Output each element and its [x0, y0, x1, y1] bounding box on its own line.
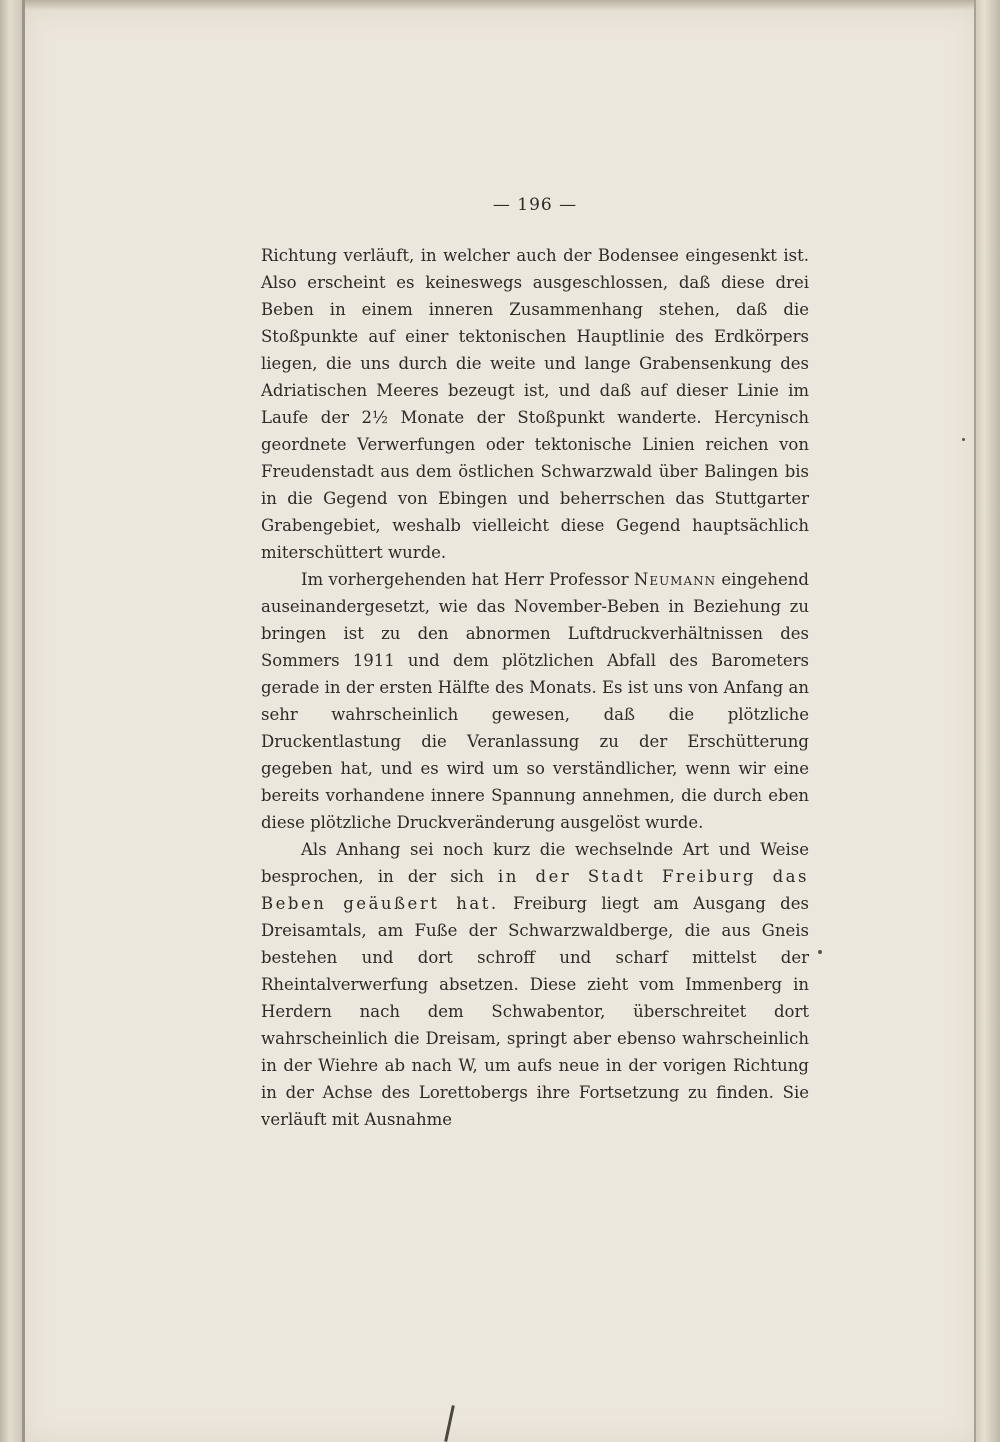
paragraph-text: eingehend auseinandergesetzt, wie das November-Beben in Beziehung zu bringen ist zu den abnormen Luftdruckverhältnissen des Sommers 1911 und dem plötzlichen Abfall des Barometers gerade in der ersten Hälfte des Monats. Es ist uns von Anfang an sehr wahrscheinlich gewesen, daß die plötzliche Druckentlastung die Veranlassung zu der Erschütterung gegeben hat, und es wird um so verständlicher, wenn wir eine bereits vorhandene innere Spannung annehmen, die durch eben diese plötzliche Druckveränderung ausgelöst wurde.	[261, 570, 809, 832]
book-binding	[0, 0, 22, 1442]
page-number: — 196 —	[492, 195, 578, 215]
paragraph	[261, 242, 809, 566]
page-stack-edge	[974, 0, 1000, 1442]
stray-dot	[818, 950, 822, 954]
paragraph	[261, 566, 809, 836]
text-block	[261, 190, 809, 1133]
paragraph-text: Richtung verläuft, in welcher auch der Bodensee eingesenkt ist. Also erscheint es keineswegs ausgeschlossen, daß diese drei Beben in einem inneren Zusammenhang stehen, daß die Stoßpunkte auf einer tektonischen Hauptlinie des Erdkörpers liegen, die uns durch die weite und lange Grabensenkung des Adriatischen Meeres bezeugt ist, und daß auf dieser Linie im Laufe der 2½ Monate der Stoßpunkt wanderte. Hercynisch geordnete Verwerfungen oder tektonische Linien reichen von Freudenstadt aus dem östlichen Schwarzwald über Balingen bis in die Gegend von Ebingen und beherrschen das Stuttgarter Grabengebiet, weshalb vielleicht diese Gegend hauptsächlich miterschüttert wurde.	[261, 246, 809, 562]
stray-dot	[962, 438, 965, 441]
paragraph	[261, 836, 809, 1133]
paragraph-text: Im vorhergehenden hat Herr Professor	[301, 570, 634, 589]
author-name: Neumann	[633, 570, 717, 589]
paragraph-text: Als Anhang sei noch kurz die wechselnde Art und Weise besprochen, in der sich	[261, 840, 809, 886]
emphasized-text: in der Stadt Freiburg das Beben geäußert hat.	[261, 867, 809, 913]
paragraph-text: Freiburg liegt am Ausgang des Dreisamtals, am Fuße der Schwarzwaldberge, die aus Gneis bestehen und dort schroff und scharf mittelst der Rheintalverwerfung absetzen. Diese zieht vom Immenberg in Herdern nach dem Schwabentor, überschreitet dort wahrscheinlich die Dreisam, springt aber ebenso wahrscheinlich in der Wiehre ab nach W, um aufs neue in der vorigen Richtung in der Achse des Lorettobergs ihre Fortsetzung zu finden. Sie verläuft mit Ausnahme	[261, 894, 809, 1129]
page-top-edge	[25, 0, 985, 10]
page-stack-line	[974, 0, 976, 1442]
